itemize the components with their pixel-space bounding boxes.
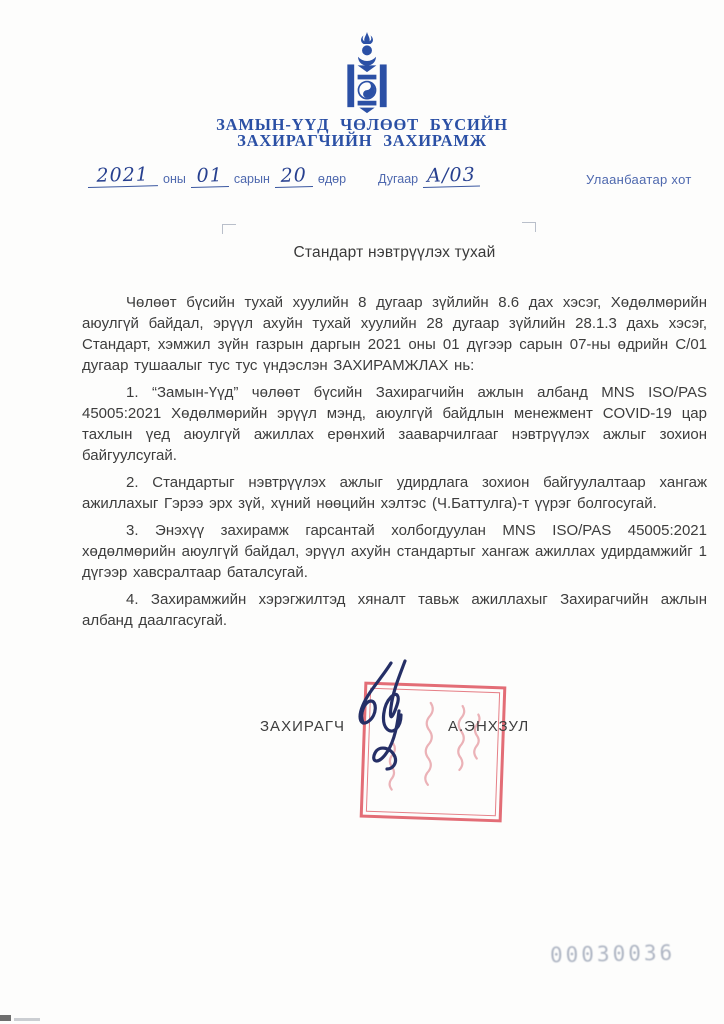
org-name-line1: ЗАМЫН-ҮҮД ЧӨЛӨӨТ БҮСИЙН — [216, 115, 508, 134]
year-label: оны — [163, 172, 186, 186]
document-number-line — [373, 163, 480, 188]
scan-artifact — [0, 1015, 11, 1021]
paragraph-clause-3: 3. Энэхүү захирамж гарсантай холбогдуулан MNS ISO/PAS 45005:2021 хөдөлмөрийн аюулгүй байдал, эрүүл ахуйн стандартыг хангаж ажиллах удирдамжийг 1 дүгээр хавсралтаар баталсугай. — [82, 522, 707, 581]
signature-ink — [347, 657, 425, 775]
document-body — [82, 292, 707, 637]
soyombo-emblem-icon — [341, 32, 393, 114]
letterhead — [0, 117, 724, 149]
paragraph-preamble: Чөлөөт бүсийн тухай хуулийн 8 дугаар зүйлийн 8.6 дах хэсэг, Хөдөлмөрийн аюулгүй байдал, эрүүл ахуйн тухай хуулийн 28 дугаар зүйлийн 28.1.3 дахь хэсэг, Стандарт, хэмжил зүйн газрын даргын 2021 оны 01 дүгээр сарын 07-ны өдрийн С/01 дугаар тушаалыг тус тус үндэслэн ЗАХИРАМЖЛАХ нь: — [82, 294, 707, 374]
day-label: өдөр — [317, 172, 347, 186]
fold-mark-left — [222, 224, 236, 234]
date-line — [88, 163, 351, 188]
number-label: Дугаар — [378, 172, 419, 186]
document-title: Стандарт нэвтрүүлэх тухай — [293, 244, 496, 261]
signer-name: А.ЭНХЗУЛ — [448, 718, 530, 735]
month-value: 01 — [190, 165, 229, 188]
year-value: 2021 — [87, 164, 158, 188]
day-value: 20 — [274, 165, 313, 188]
scan-artifact — [14, 1018, 40, 1021]
month-label: сарын — [233, 172, 270, 186]
org-name-line2: ЗАХИРАГЧИЙН ЗАХИРАМЖ — [237, 131, 487, 150]
signer-role-label: ЗАХИРАГЧ — [260, 718, 345, 735]
serial-number-stamp: 00030036 — [549, 940, 676, 968]
paragraph-clause-4: 4. Захирамжийн хэрэгжилтэд хяналт тавьж ажиллахыг Захирагчийн ажлын албанд даалгасугай. — [82, 591, 707, 629]
paragraph-clause-2: 2. Стандартыг нэвтрүүлэх ажлыг удирдлага зохион байгуулалтаар хангаж ажиллахыг Гэрээ эрх зүй, хүний нөөцийн хэлтэс (Ч.Баттулга)-т үүрэг болгосугай. — [82, 474, 707, 512]
paragraph-clause-1: 1. “Замын-Үүд” чөлөөт бүсийн Захирагчийн ажлын албанд MNS ISO/PAS 45005:2021 Хөдөлмөрийн эрүүл мэнд, аюулгүй байдлын менежмент COVID-19 цар тахлын үед аюулгүй ажиллах ерөнхий зааварчилгааг нэвтрүүлэх ажлыг зохион байгуулсугай. — [82, 384, 707, 464]
fold-mark-right — [522, 222, 536, 232]
city-label: Улаанбаатар хот — [586, 172, 692, 187]
document-number-value: А/03 — [423, 165, 481, 188]
